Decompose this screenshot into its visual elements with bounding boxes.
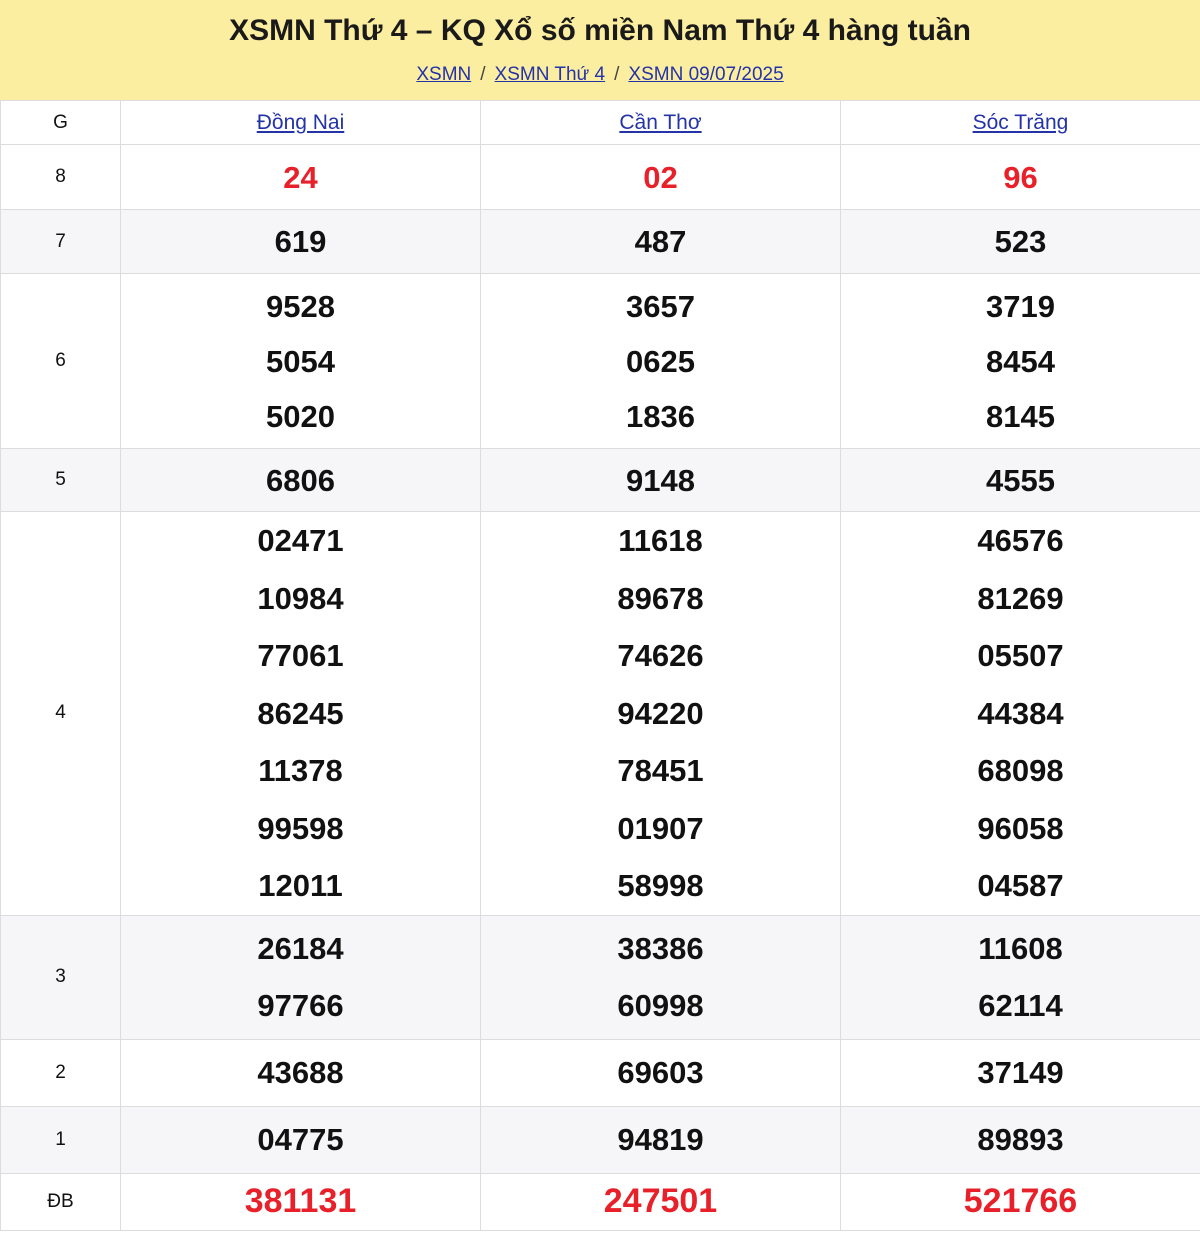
result-number: 43688: [257, 1055, 344, 1090]
result-cell: [121, 915, 481, 1039]
result-number: 02: [643, 159, 678, 195]
table-row: [1, 210, 1200, 274]
result-number: 8454: [986, 343, 1055, 379]
province-link-soc-trang[interactable]: Sóc Trăng: [972, 110, 1069, 134]
result-cell: [841, 1173, 1200, 1230]
result-number: 12011: [258, 868, 343, 903]
result-number: 74626: [617, 638, 704, 673]
result-number: 487: [634, 224, 687, 259]
result-number: 11378: [258, 753, 343, 788]
province-header: [121, 101, 481, 145]
result-number: 89678: [617, 580, 704, 616]
result-number: 86245: [257, 695, 344, 731]
breadcrumb-separator: /: [614, 64, 620, 85]
results-table: [0, 100, 1200, 1231]
result-number: 99598: [257, 810, 344, 846]
result-number: 77061: [257, 638, 344, 673]
result-cell: [841, 145, 1200, 210]
table-row: [1, 915, 1200, 1039]
result-cell: [841, 210, 1200, 274]
result-number: 8145: [986, 398, 1055, 434]
prize-label: 6: [1, 274, 121, 449]
result-cell: [121, 210, 481, 274]
result-cell: [481, 1039, 841, 1106]
result-number: 38386: [617, 931, 704, 966]
result-number: 1836: [626, 398, 695, 434]
table-row: [1, 274, 1200, 449]
result-cell: [841, 449, 1200, 512]
results-body: [1, 145, 1200, 1231]
result-number: 96058: [977, 810, 1064, 846]
table-header-row: [1, 101, 1200, 145]
result-cell: [121, 145, 481, 210]
result-number: 04587: [977, 868, 1064, 903]
table-row: [1, 512, 1200, 916]
table-row: [1, 1173, 1200, 1230]
result-number: 381131: [244, 1182, 357, 1220]
result-cell: [841, 274, 1200, 449]
result-cell: [481, 1106, 841, 1173]
result-number: 11618: [618, 523, 703, 558]
table-row: [1, 1106, 1200, 1173]
result-cell: [481, 210, 841, 274]
result-cell: [121, 274, 481, 449]
result-number: 97766: [257, 988, 344, 1023]
result-cell: [841, 1106, 1200, 1173]
result-number: 04775: [257, 1122, 344, 1157]
result-number: 523: [994, 224, 1047, 259]
result-cell: [841, 1039, 1200, 1106]
result-number: 46576: [977, 523, 1064, 558]
result-cell: [481, 449, 841, 512]
prize-label: 1: [1, 1106, 121, 1173]
prize-label: 2: [1, 1039, 121, 1106]
result-number: 0625: [626, 343, 695, 379]
result-number: 26184: [257, 931, 344, 966]
result-number: 89893: [977, 1122, 1064, 1157]
result-number: 78451: [617, 753, 704, 788]
result-number: 02471: [257, 523, 344, 558]
result-number: 24: [283, 159, 318, 195]
result-number: 3719: [986, 288, 1055, 324]
result-number: 5020: [266, 398, 335, 434]
result-number: 9528: [266, 288, 335, 324]
prize-column-header: G: [1, 101, 121, 145]
breadcrumb-xsmn[interactable]: XSMN: [416, 64, 472, 85]
result-number: 96: [1003, 159, 1038, 195]
result-number: 94220: [617, 695, 704, 731]
breadcrumb-xsmn-date[interactable]: XSMN 09/07/2025: [628, 64, 784, 85]
breadcrumb: [0, 64, 1200, 86]
result-number: 81269: [977, 580, 1064, 616]
result-number: 521766: [963, 1182, 1078, 1220]
result-cell: [841, 512, 1200, 916]
prize-label: 4: [1, 512, 121, 916]
result-number: 62114: [978, 988, 1063, 1023]
result-number: 9148: [626, 462, 695, 498]
result-number: 44384: [977, 695, 1064, 731]
table-row: [1, 145, 1200, 210]
table-row: [1, 449, 1200, 512]
province-header: [481, 101, 841, 145]
result-cell: [841, 915, 1200, 1039]
result-cell: [481, 512, 841, 916]
result-number: 05507: [977, 638, 1064, 673]
province-header: [841, 101, 1200, 145]
result-cell: [121, 1173, 481, 1230]
result-number: 69603: [617, 1055, 704, 1090]
result-number: 10984: [257, 580, 344, 616]
result-number: 11608: [978, 931, 1063, 966]
prize-label: ĐB: [1, 1173, 121, 1230]
result-number: 01907: [617, 810, 704, 846]
result-cell: [481, 145, 841, 210]
result-number: 94819: [617, 1122, 704, 1157]
result-number: 60998: [617, 988, 704, 1023]
page-header: [0, 0, 1200, 100]
result-cell: [481, 915, 841, 1039]
prize-label: 5: [1, 449, 121, 512]
breadcrumb-separator: /: [480, 64, 486, 85]
result-number: 247501: [603, 1182, 718, 1220]
prize-label: 8: [1, 145, 121, 210]
result-number: 68098: [977, 753, 1064, 788]
breadcrumb-xsmn-thu-4[interactable]: XSMN Thứ 4: [494, 64, 606, 85]
result-number: 619: [274, 224, 327, 259]
result-cell: [481, 274, 841, 449]
result-cell: [121, 449, 481, 512]
province-link-can-tho[interactable]: Cần Thơ: [619, 110, 702, 134]
result-number: 58998: [617, 868, 704, 903]
result-cell: [481, 1173, 841, 1230]
result-cell: [121, 1106, 481, 1173]
prize-label: 3: [1, 915, 121, 1039]
result-number: 6806: [266, 462, 335, 498]
result-number: 37149: [977, 1055, 1064, 1090]
table-row: [1, 1039, 1200, 1106]
result-cell: [121, 1039, 481, 1106]
result-number: 3657: [626, 288, 695, 324]
result-cell: [121, 512, 481, 916]
page-title: XSMN Thứ 4 – KQ Xổ số miền Nam Thứ 4 hàng tuần: [229, 14, 971, 47]
result-number: 5054: [266, 343, 335, 379]
province-link-dong-nai[interactable]: Đồng Nai: [256, 110, 345, 134]
prize-label: 7: [1, 210, 121, 274]
result-number: 4555: [986, 462, 1055, 498]
